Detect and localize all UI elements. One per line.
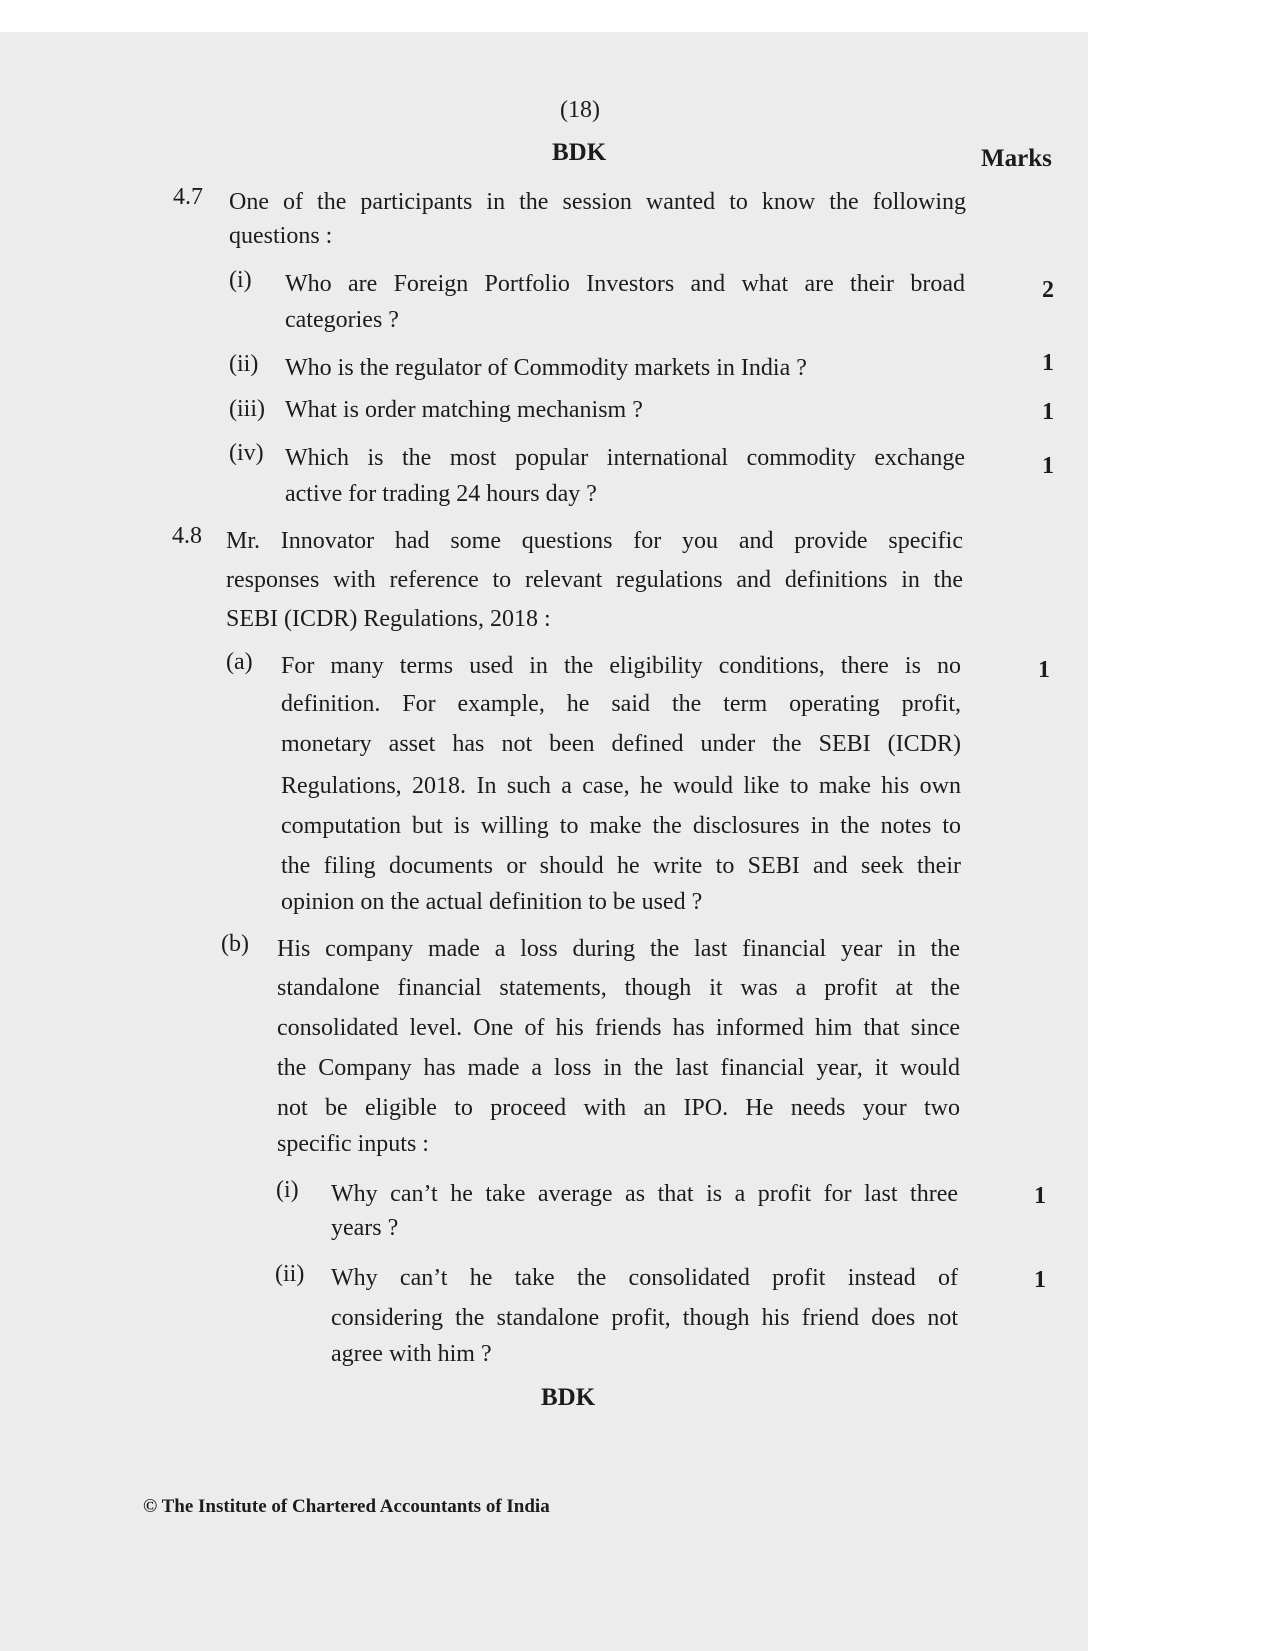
page-margin <box>1088 0 1275 1651</box>
sub-item-line: Why can’t he take average as that is a profit for last three <box>331 1181 958 1207</box>
marks-value: 1 <box>1042 453 1054 479</box>
item-text-line: Which is the most popular international commodity exchange <box>285 445 965 471</box>
item-text-line: categories ? <box>285 307 399 333</box>
sub-item-line: agree with him ? <box>331 1341 492 1367</box>
question-number-4-8: 4.8 <box>172 523 202 549</box>
item-label: (iii) <box>229 396 265 422</box>
sub-item-line: Why can’t he take the consolidated profit instead of <box>331 1265 958 1291</box>
part-a-line: monetary asset has not been defined under the SEBI (ICDR) <box>281 731 961 757</box>
marks-value: 1 <box>1042 399 1054 425</box>
question-4-8-intro-line-3: SEBI (ICDR) Regulations, 2018 : <box>226 606 551 632</box>
part-b-line: consolidated level. One of his friends has informed him that since <box>277 1015 960 1041</box>
part-a-line: Regulations, 2018. In such a case, he would like to make his own <box>281 773 961 799</box>
sub-item-line: considering the standalone profit, though his friend does not <box>331 1305 958 1331</box>
part-a-label: (a) <box>226 649 253 675</box>
question-4-7-intro-line-2: questions : <box>229 223 333 249</box>
question-4-8-intro-line-2: responses with reference to relevant regulations and definitions in the <box>226 567 963 593</box>
part-b-line: His company made a loss during the last financial year in the <box>277 936 960 962</box>
paper-code-footer: BDK <box>541 1384 596 1411</box>
item-text-line: Who are Foreign Portfolio Investors and what are their broad <box>285 271 965 297</box>
sub-item-label: (ii) <box>275 1261 305 1287</box>
sub-item-label: (i) <box>276 1177 299 1203</box>
marks-value: 1 <box>1034 1267 1046 1293</box>
part-b-line: not be eligible to proceed with an IPO. He needs your two <box>277 1095 960 1121</box>
marks-value: 1 <box>1042 350 1054 376</box>
marks-value: 1 <box>1034 1183 1046 1209</box>
part-a-line: definition. For example, he said the term operating profit, <box>281 691 961 717</box>
item-text-line: What is order matching mechanism ? <box>285 397 643 423</box>
marks-value: 2 <box>1042 277 1054 303</box>
part-b-label: (b) <box>221 931 249 957</box>
marks-value: 1 <box>1038 657 1050 683</box>
part-a-line: For many terms used in the eligibility conditions, there is no <box>281 653 961 679</box>
paper-code-header: BDK <box>552 139 607 166</box>
item-label: (ii) <box>229 351 259 377</box>
part-a-line: computation but is willing to make the disclosures in the notes to <box>281 813 961 839</box>
item-label: (iv) <box>229 440 264 466</box>
part-b-line: specific inputs : <box>277 1131 429 1157</box>
part-a-line: the filing documents or should he write to SEBI and seek their <box>281 853 961 879</box>
question-4-8-intro-line-1: Mr. Innovator had some questions for you and provide specific <box>226 528 963 554</box>
item-text-line: active for trading 24 hours day ? <box>285 481 597 507</box>
copyright-notice: © The Institute of Chartered Accountants of India <box>143 1496 550 1517</box>
part-a-line: opinion on the actual definition to be used ? <box>281 889 703 915</box>
part-b-line: standalone financial statements, though it was a profit at the <box>277 975 960 1001</box>
sub-item-line: years ? <box>331 1215 399 1241</box>
part-b-line: the Company has made a loss in the last financial year, it would <box>277 1055 960 1081</box>
page-number: (18) <box>560 97 600 123</box>
marks-column-header: Marks <box>981 145 1052 172</box>
item-label: (i) <box>229 267 252 293</box>
question-4-7-intro-line-1: One of the participants in the session wanted to know the following <box>229 189 966 215</box>
question-number-4-7: 4.7 <box>173 184 203 210</box>
item-text-line: Who is the regulator of Commodity markets in India ? <box>285 355 807 381</box>
